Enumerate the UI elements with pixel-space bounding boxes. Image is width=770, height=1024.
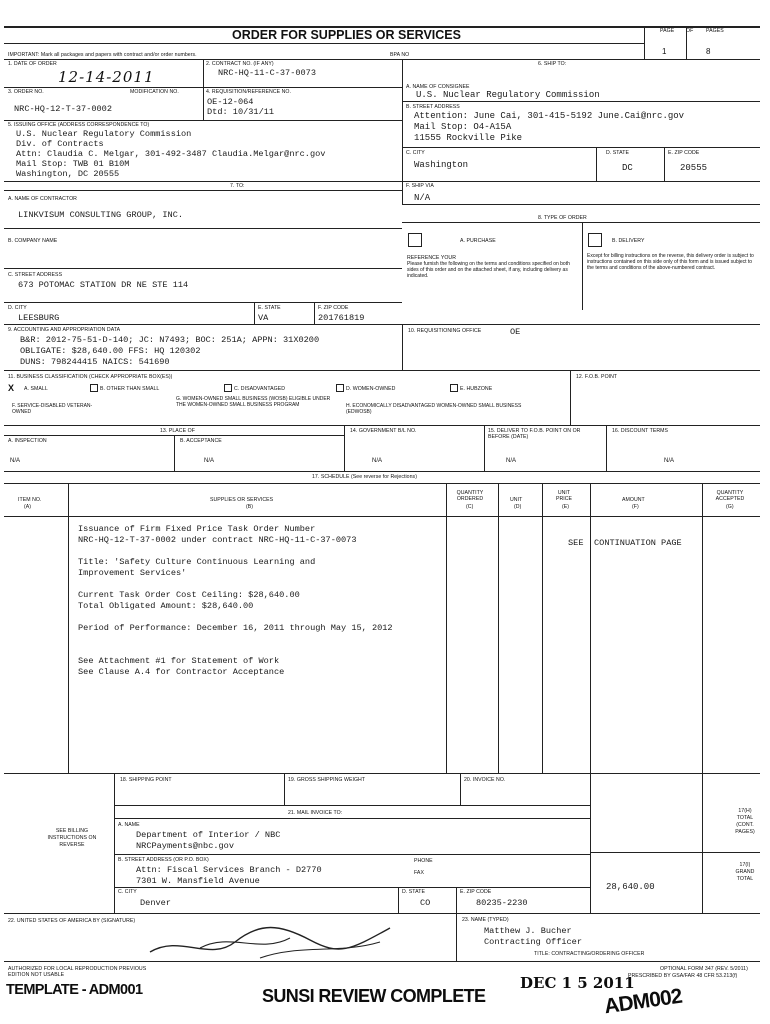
accounting-line-2: OBLIGATE: $28,640.00 FFS: HQ 120302 — [20, 346, 201, 356]
unit-price-value: SEE — [568, 538, 584, 548]
purchase-label: A. PURCHASE — [460, 238, 496, 244]
rule — [203, 87, 204, 120]
rule — [596, 147, 597, 181]
rule — [446, 483, 447, 773]
purchase-checkbox[interactable] — [408, 233, 422, 247]
rule — [484, 425, 485, 471]
prescribed-by: PRESCRIBED BY GSA/FAR 48 CFR 53.213(f) — [628, 973, 738, 979]
schedule-line: Improvement Services' — [78, 568, 187, 578]
rule — [542, 483, 543, 773]
biz-disadvantaged-label: C. DISADVANTAGED — [234, 386, 286, 392]
modification-label: MODIFICATION NO. — [130, 89, 179, 95]
rule — [4, 228, 402, 229]
biz-small-label: A. SMALL — [24, 386, 48, 392]
rule — [114, 805, 590, 806]
order-no-label: 3. ORDER NO. — [8, 89, 44, 95]
rule — [590, 773, 591, 913]
biz-wosb-label: G. WOMEN-OWNED SMALL BUSINESS (WOSB) ELIGIBLE UNDER THE WOMEN-OWNED SMALL BUSINESS PROGRAM — [176, 396, 331, 408]
ship-via-value: N/A — [414, 193, 431, 203]
see-billing-instructions: SEE BILLING INSTRUCTIONS ON REVERSE — [47, 828, 97, 848]
street-line-2: Mail Stop: O4-A15A — [414, 122, 512, 132]
other-than-small-checkbox[interactable] — [90, 384, 98, 392]
rule — [402, 222, 760, 223]
invoice-zip-label: E. ZIP CODE — [460, 889, 492, 895]
rule — [4, 190, 402, 191]
grand-total-value: 28,640.00 — [606, 882, 655, 892]
issuing-line-1: U.S. Nuclear Regulatory Commission — [16, 129, 192, 139]
contractor-zip-value: 201761819 — [318, 313, 365, 323]
rule — [398, 887, 399, 913]
sunsi-stamp: SUNSI REVIEW COMPLETE — [262, 986, 486, 1006]
schedule-line: NRC-HQ-12-T-37-0002 under contract NRC-HQ-11-C-37-0073 — [78, 535, 357, 545]
invoice-city-label: C. CITY — [118, 889, 137, 895]
schedule-line: See Attachment #1 for Statement of Work — [78, 656, 280, 666]
to-label: 7. TO: — [230, 183, 245, 189]
zip-value: 20555 — [680, 163, 708, 173]
rule — [456, 913, 457, 961]
page-label: PAGE — [660, 28, 675, 34]
col-supplies: SUPPLIES OR SERVICES — [210, 497, 274, 503]
rule — [4, 483, 760, 484]
requisitioning-office-label: 10. REQUISITIONING OFFICE — [408, 328, 482, 334]
invoice-state-label: D. STATE — [402, 889, 425, 895]
rule — [314, 302, 315, 324]
schedule-line: Title: 'Safety Culture Continuous Learning and — [78, 557, 316, 567]
typed-name-label: 23. NAME (TYPED) — [462, 917, 509, 923]
col-qty-sub: (C) — [466, 504, 474, 510]
col-amount-sub: (F) — [632, 504, 639, 510]
rule — [114, 887, 590, 888]
fax-label: FAX — [414, 870, 424, 876]
col-accepted: QUANTITY ACCEPTED — [715, 490, 745, 502]
contractor-zip-label: F. ZIP CODE — [318, 305, 349, 311]
invoice-no-label: 20. INVOICE NO. — [464, 777, 506, 783]
rule — [4, 302, 402, 303]
rule — [68, 483, 69, 773]
rule — [664, 147, 665, 181]
col-item: ITEM NO. — [18, 497, 42, 503]
col-price: UNIT PRICE — [555, 490, 573, 502]
rule — [114, 818, 590, 819]
reference-label: REFERENCE YOUR — [407, 255, 457, 261]
grand-total-label: 17(I) GRAND TOTAL — [735, 862, 755, 882]
small-business-mark: X — [8, 383, 15, 393]
requisition-label: 4. REQUISITION/REFERENCE NO. — [206, 89, 291, 95]
acceptance-value: N/A — [204, 458, 215, 464]
street-line-1: Attention: June Cai, 301-415-5192 June.Cai@nrc.gov — [414, 111, 685, 121]
typed-title-value: Contracting Officer — [484, 937, 582, 947]
rule — [4, 425, 760, 426]
invoice-name-label: A. NAME — [118, 822, 140, 828]
rule — [498, 483, 499, 773]
invoice-city-value: Denver — [140, 898, 171, 908]
rule — [4, 370, 760, 371]
biz-sdvet-label: F. SERVICE-DISABLED VETERAN-OWNED — [12, 403, 93, 415]
issuing-line-5: Washington, DC 20555 — [16, 169, 120, 179]
rule — [4, 26, 760, 28]
biz-other-label: B. OTHER THAN SMALL — [100, 386, 160, 392]
optional-form: OPTIONAL FORM 347 (REV. 5/2011) — [660, 966, 748, 972]
city-label: C. CITY — [406, 150, 425, 156]
col-unit-sub: (D) — [514, 504, 522, 510]
inspection-label: A. INSPECTION — [8, 438, 47, 444]
street-line-3: 11555 Rockville Pike — [414, 133, 523, 143]
contractor-state-label: E. STATE — [258, 305, 281, 311]
invoice-street-label: B. STREET ADDRESS (OR P.O. BOX) — [118, 857, 209, 863]
acceptance-label: B. ACCEPTANCE — [180, 438, 222, 444]
zip-label: E. ZIP CODE — [668, 150, 700, 156]
inspection-value: N/A — [10, 458, 21, 464]
ship-to-label: 6. SHIP TO: — [538, 61, 567, 67]
contractor-state-value: VA — [258, 313, 269, 323]
mail-invoice-label: 21. MAIL INVOICE TO: — [288, 810, 343, 816]
contractor-value: LINKVISUM CONSULTING GROUP, INC. — [18, 210, 184, 220]
invoice-zip-value: 80235-2230 — [476, 898, 528, 908]
rule — [114, 854, 590, 855]
rule — [702, 483, 703, 773]
col-supplies-sub: (B) — [246, 504, 254, 510]
title-label: TITLE: CONTRACTING/ORDERING OFFICER — [534, 951, 645, 957]
total-cont-pages-label: 17(H) TOTAL (CONT. PAGES) — [735, 808, 755, 835]
hubzone-checkbox[interactable] — [450, 384, 458, 392]
consignee-label: A. NAME OF CONSIGNEE — [406, 84, 470, 90]
requisition-value-1: OE-12-064 — [207, 97, 254, 107]
rule — [402, 324, 403, 370]
col-item-sub: (A) — [24, 504, 32, 510]
date-value: 12-14-2011 — [58, 68, 155, 86]
rule — [4, 181, 760, 182]
rule — [582, 222, 583, 310]
discount-label: 16. DISCOUNT TERMS — [612, 428, 669, 434]
accounting-label: 9. ACCOUNTING AND APPROPRIATION DATA — [8, 327, 121, 333]
invoice-name-line-1: Department of Interior / NBC — [136, 830, 281, 840]
form-title: ORDER FOR SUPPLIES OR SERVICES — [232, 28, 461, 42]
rule — [456, 887, 457, 913]
state-value: DC — [622, 163, 633, 173]
invoice-name-line-2: NRCPayments@nbc.gov — [136, 841, 234, 851]
ship-via-label: F. SHIP VIA — [406, 183, 434, 189]
women-owned-checkbox[interactable] — [336, 384, 344, 392]
rule — [460, 773, 461, 805]
rule — [570, 370, 571, 425]
biz-edwosb-label: H. ECONOMICALLY DISADVANTAGED WOMEN-OWNED SMALL BUSINESS (EDWOSB) — [346, 403, 522, 415]
col-price-sub: (E) — [562, 504, 570, 510]
authorized-reproduction: AUTHORIZED FOR LOCAL REPRODUCTION PREVIOUS EDITION NOT USABLE — [8, 966, 147, 978]
schedule-title: 17. SCHEDULE (See reverse for Rejections) — [312, 474, 417, 480]
page-number: 1 — [662, 47, 667, 56]
invoice-state-value: CO — [420, 898, 431, 908]
date-label: 1. DATE OF ORDER — [8, 61, 57, 67]
col-amount: AMOUNT — [622, 497, 645, 503]
gross-weight-label: 19. GROSS SHIPPING WEIGHT — [288, 777, 366, 783]
rule — [402, 59, 403, 204]
accounting-line-1: B&R: 2012-75-51-D-140; JC: N7493; BOC: 251A; APPN: 31X0200 — [20, 335, 320, 345]
page-total: 8 — [706, 47, 711, 56]
rule — [590, 852, 760, 853]
discount-value: N/A — [664, 458, 675, 464]
pages-label: PAGES — [706, 28, 724, 34]
deliver-value: N/A — [506, 458, 517, 464]
order-no-value: NRC-HQ-12-T-37-0002 — [14, 104, 112, 114]
template-stamp: TEMPLATE - ADM001 — [6, 982, 143, 998]
rule — [4, 59, 760, 60]
contract-value: NRC-HQ-11-C-37-0073 — [218, 68, 316, 78]
rule — [203, 59, 204, 87]
rule — [4, 120, 402, 121]
biz-women-label: D. WOMEN-OWNED — [346, 386, 396, 392]
contractor-street-value: 673 POTOMAC STATION DR NE STE 114 — [18, 280, 189, 290]
usa-signature-label: 22. UNITED STATES OF AMERICA BY (SIGNATURE) — [8, 918, 136, 924]
col-accepted-sub: (G) — [726, 504, 734, 510]
rule — [4, 471, 760, 472]
schedule-line: Total Obligated Amount: $28,640.00 — [78, 601, 254, 611]
rule — [4, 516, 760, 517]
company-label: B. COMPANY NAME — [8, 238, 58, 244]
contract-label: 2. CONTRACT NO. (IF ANY) — [206, 61, 274, 67]
of-label: OF — [686, 28, 694, 34]
schedule-line: Period of Performance: December 16, 2011 through May 15, 2012 — [78, 623, 393, 633]
contractor-street-label: C. STREET ADDRESS — [8, 272, 63, 278]
invoice-street-line-1: Attn: Fiscal Services Branch - D2770 — [136, 865, 322, 875]
invoice-street-line-2: 7301 W. Mansfield Avenue — [136, 876, 260, 886]
bpa-label: BPA NO — [390, 52, 410, 58]
rule — [644, 26, 645, 60]
important-note: IMPORTANT: Mark all packages and papers with contract and/or order numbers. — [8, 52, 197, 58]
rule — [590, 483, 591, 773]
schedule-line: Issuance of Firm Fixed Price Task Order Number — [78, 524, 316, 534]
contractor-city-value: LEESBURG — [18, 313, 60, 323]
delivery-terms: Except for billing instructions on the reverse, this delivery order is subject to instructions contained on this side only of this form and is issued subject to the terms and conditions of the above-numbered contract. — [587, 253, 754, 271]
shipping-point-label: 18. SHIPPING POINT — [120, 777, 172, 783]
place-label: 13. PLACE OF — [160, 428, 195, 434]
date-stamp: DEC 1 5 2011 — [520, 974, 635, 992]
rule — [402, 147, 760, 148]
contractor-label: A. NAME OF CONTRACTOR — [8, 196, 77, 202]
deliver-label: 15. DELIVER TO F.O.B. POINT ON OR BEFORE (DATE) — [488, 428, 581, 440]
rule — [686, 26, 687, 60]
issuing-office-label: 5. ISSUING OFFICE (ADDRESS CORRESPONDENCE TO) — [8, 122, 150, 128]
purchase-terms: Please furnish the following on the terms and conditions specified on both sides of this order and on the attached sheet, if any, including delivery as indicated. — [407, 261, 570, 279]
disadvantaged-checkbox[interactable] — [224, 384, 232, 392]
rule — [114, 773, 115, 913]
contractor-city-label: D. CITY — [8, 305, 27, 311]
phone-label: PHONE — [414, 858, 433, 864]
rule — [254, 302, 255, 324]
issuing-line-3: Attn: Claudia C. Melgar, 301-492-3487 Claudia.Melgar@nrc.gov — [16, 149, 326, 159]
rule — [4, 961, 760, 962]
rule — [606, 425, 607, 471]
signature-scribble — [140, 914, 400, 964]
rule — [402, 101, 760, 102]
rule — [4, 773, 760, 774]
schedule-line: See Clause A.4 for Contractor Acceptance — [78, 667, 285, 677]
requisitioning-office-value: OE — [510, 327, 521, 337]
schedule-line: Current Task Order Cost Ceiling: $28,640.00 — [78, 590, 300, 600]
adm-stamp: ADM002 — [602, 984, 684, 1019]
rule — [344, 425, 345, 471]
rule — [4, 324, 760, 325]
typed-name-value: Matthew J. Bucher — [484, 926, 572, 936]
rule — [702, 773, 703, 913]
street-label: B. STREET ADDRESS — [406, 104, 460, 110]
rule — [174, 435, 175, 471]
rule — [4, 43, 644, 44]
city-value: Washington — [414, 160, 469, 170]
accounting-line-3: DUNS: 798244415 NAICS: 541690 — [20, 357, 170, 367]
gbl-value: N/A — [372, 458, 383, 464]
fob-label: 12. F.O.B. POINT — [576, 374, 618, 380]
rule — [402, 204, 760, 205]
rule — [4, 268, 402, 269]
business-class-label: 11. BUSINESS CLASSIFICATION (CHECK APPROPRIATE BOX(ES)) — [8, 374, 173, 380]
consignee-value: U.S. Nuclear Regulatory Commission — [416, 90, 600, 100]
type-of-order-label: 8. TYPE OF ORDER — [538, 215, 587, 221]
state-label: D. STATE — [606, 150, 629, 156]
gbl-label: 14. GOVERNMENT B/L NO. — [350, 428, 417, 434]
rule — [284, 773, 285, 805]
col-unit: UNIT — [510, 497, 523, 503]
amount-value: CONTINUATION PAGE — [594, 538, 682, 548]
col-qty: QUANTITY ORDERED — [456, 490, 484, 502]
issuing-line-2: Div. of Contracts — [16, 139, 104, 149]
issuing-line-4: Mail Stop: TWB 01 B10M — [16, 159, 130, 169]
requisition-value-2: Dtd: 10/31/11 — [207, 107, 275, 117]
delivery-label: B. DELIVERY — [612, 238, 645, 244]
biz-hubzone-label: E. HUBZONE — [460, 386, 493, 392]
delivery-checkbox[interactable] — [588, 233, 602, 247]
